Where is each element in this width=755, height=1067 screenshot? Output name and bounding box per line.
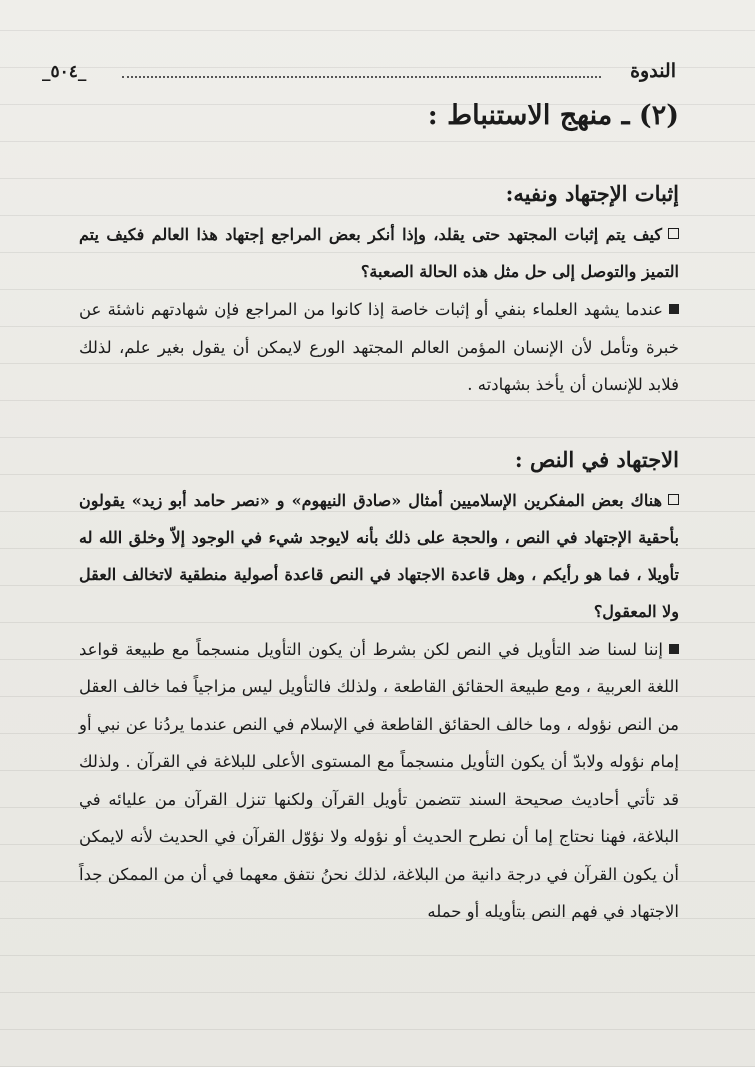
question-text: كيف يتم إثبات المجتهد حتى يقلد، وإذا أنكر بعض المراجع إجتهاد هذا العالم فكيف يتم التميز والتوصل إلى حل مثل هذه الحالة الصعبة؟: [79, 225, 679, 281]
section-title: (٢) ـ منهج الاستنباط :: [427, 100, 679, 131]
header-dotted-leader: [122, 76, 601, 78]
journal-title: الندوة: [630, 60, 676, 82]
answer-square-icon: [669, 304, 679, 314]
question-text: هناك بعض المفكرين الإسلاميين أمثال «صادق النيهوم» و «نصر حامد أبو زيد» يقولون بأحقية الإجتهاد في النص ، والحجة على ذلك بأنه لايوجد شيء في الوجود إلاّ وخلق الله له تأويلا ، فما هو رأيكم ، وهل قاعدة الاجتهاد في النص قاعدة أصولية منطقية لاتخالف العقل ولا المعقول؟: [79, 490, 679, 621]
answer-paragraph: [79, 291, 679, 404]
answer-text: عندما يشهد العلماء بنفي أو إثبات خاصة إذا كانوا من المراجع فإن شهادتهم ناشئة عن خبرة وتأمل لأن الإنسان المؤمن العالم المجتهد الورع لايمكن أن يقول بغير علم، لذلك فلابد للإنسان أن يأخذ بشهادته .: [79, 300, 679, 394]
question-box-icon: [668, 494, 679, 505]
answer-paragraph: [79, 631, 679, 931]
page-number: _٥٠٤_: [42, 62, 87, 82]
subsection-title-ijtihad-proof: إثبات الإجتهاد ونفيه:: [505, 181, 679, 206]
question-paragraph: [79, 482, 679, 630]
page-body: [79, 92, 679, 931]
running-header: [42, 60, 676, 88]
answer-text: إننا لسنا ضد التأويل في النص لكن بشرط أن يكون التأويل منسجماً مع طبيعة قواعد اللغة العربية ، ومع طبيعة الحقائق القاطعة ، ولذلك فالتأويل ليس مزاجياً فما خالف العقل من النص نؤوله ، وما خالف الحقائق القاطعة في الإسلام في النص عندما يردُنا عن نبي أو إمام نؤوله ولابدّ أن يكون التأويل منسجماً مع المستوى الأعلى للبلاغة في القرآن . ولذلك قد تأتي أحاديث صحيحة السند تتضمن تأويل القرآن ولكنها تنزل القرآن من عليائه في البلاغة، فهنا نحتاج إما أن نطرح الحديث أو نؤوله ولا نؤوّل القرآن في الحديث لأنه لايمكن أن يكون القرآن في درجة دانية من البلاغة، لذلك نحنُ نتفق معهما في أن من الممكن جداً الاجتهاد في فهم النص بتأويله أو حمله: [79, 639, 679, 921]
question-paragraph: [79, 216, 679, 290]
subsection-title-ijtihad-in-text: الاجتهاد في النص :: [514, 446, 679, 472]
question-box-icon: [668, 228, 679, 239]
answer-square-icon: [669, 644, 679, 654]
